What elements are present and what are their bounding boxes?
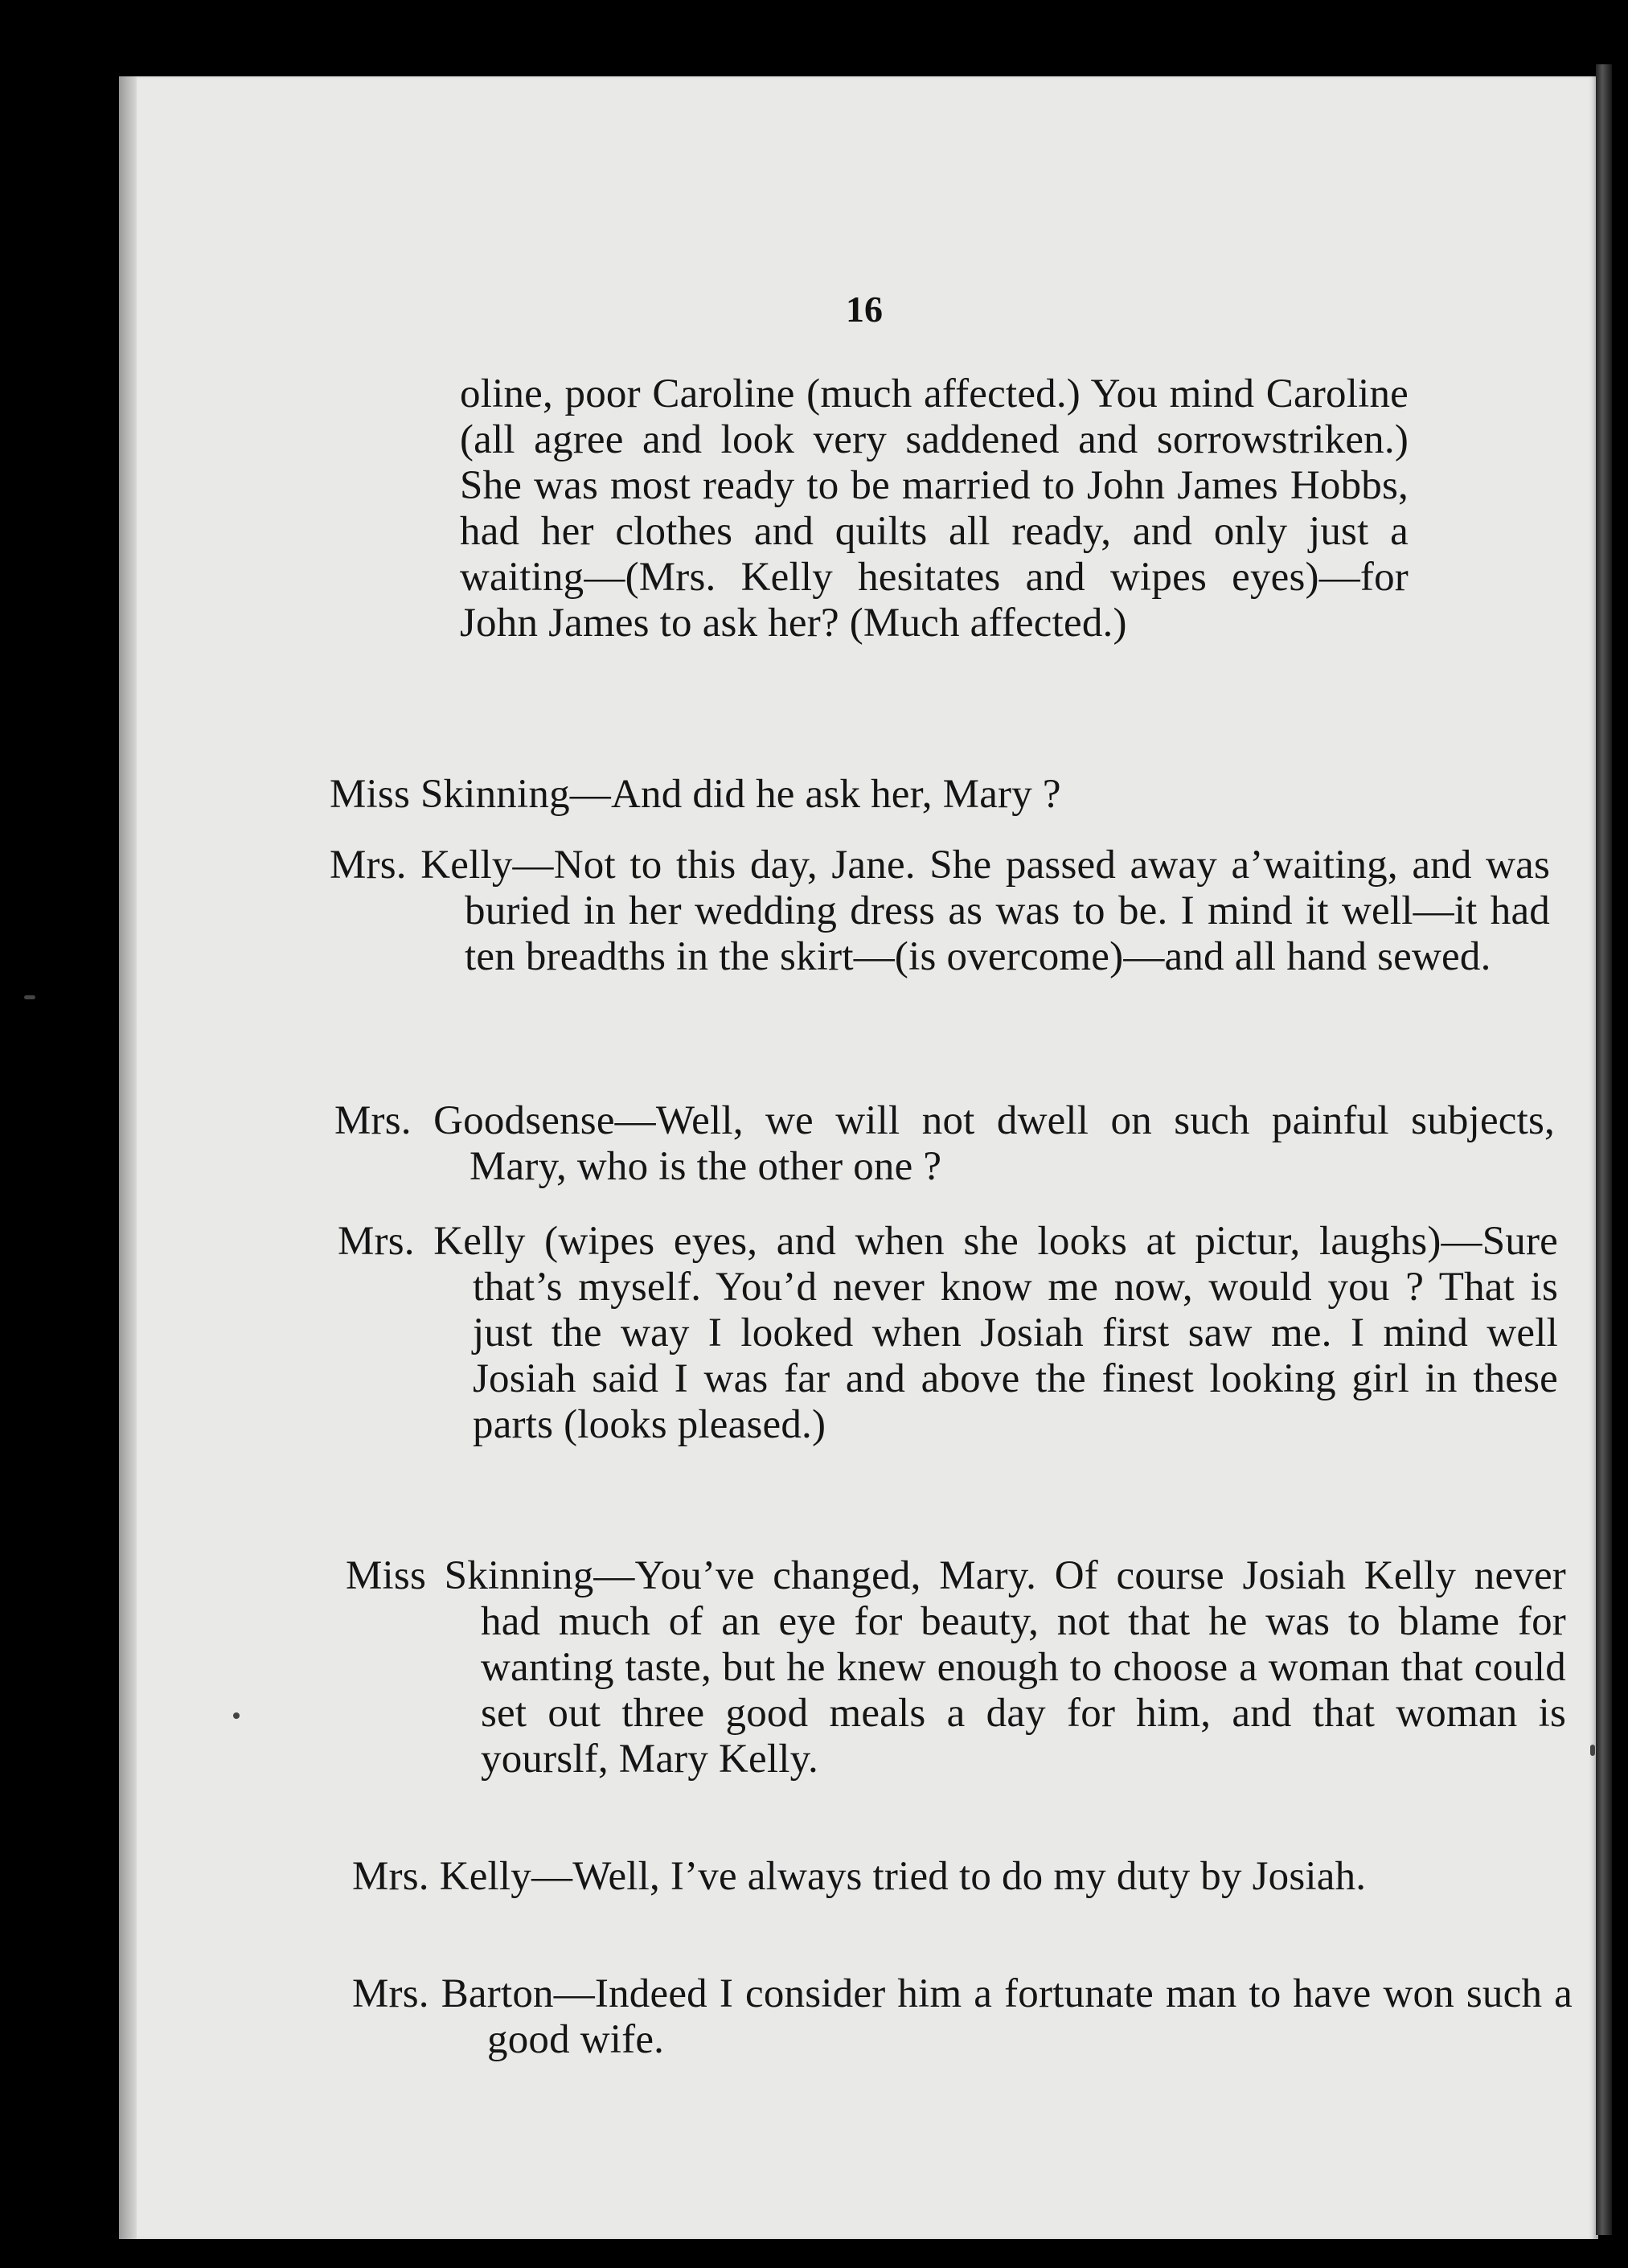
- speech-text: Not to this day, Jane. She passed away a’waiting, and was buried in her wedding dress as was to be. I mind it well—it had ten breadths in the skirt—(is overcome)—and all hand sewed.: [465, 843, 1550, 979]
- speech-mrs-kelly-3: [352, 1854, 1573, 1900]
- speech-mrs-kelly-1: [330, 843, 1550, 980]
- speech-text: You’ve changed, Mary. Of course Josiah Kelly never had much of an eye for beauty, not that he was to blame for wanting taste, but he knew enough to choose a woman that could set out three good meals a day for him, and that woman is yourslf, Mary Kelly.: [481, 1553, 1566, 1782]
- speaker-name: Mrs. Kelly—: [352, 1854, 573, 1899]
- speaker-name: Mrs. Goodsense—: [334, 1098, 656, 1143]
- speck: [233, 1712, 240, 1719]
- speech-mrs-barton: [352, 1971, 1573, 2063]
- speaker-name: Mrs. Kelly: [338, 1219, 545, 1264]
- page-number: 16: [846, 289, 883, 330]
- speaker-name: Miss Skinning—: [330, 772, 611, 817]
- speech-text: Indeed I consider him a fortunate man to have won such a good wife.: [487, 1971, 1573, 2062]
- speck: [24, 995, 35, 999]
- speaker-name: Miss Skinning—: [346, 1553, 635, 1598]
- speech-text: Well, we will not dwell on such painful subjects, Mary, who is the other one ?: [470, 1098, 1555, 1189]
- speech-miss-skinning-1: [330, 772, 1550, 818]
- speech-text: And did he ask her, Mary ?: [610, 772, 1061, 817]
- speaker-name: Mrs. Barton—: [352, 1971, 595, 2016]
- speech-mrs-kelly-2: [338, 1219, 1558, 1448]
- speech-text: Well, I’ve always tried to do my duty by Josiah.: [572, 1854, 1367, 1899]
- speaker-name: Mrs. Kelly—: [330, 843, 554, 888]
- page-gutter-edge: [119, 76, 137, 2239]
- speech-text: (wipes eyes, and when she looks at pictur, laughs)—Sure that’s myself. You’d never know me now, would you ? That is just the way I looked when Josiah first saw me. I mind well Josiah said I was far and above the finest looking girl in these parts (looks pleased.): [473, 1219, 1558, 1447]
- speech-mrs-goodsense: [334, 1098, 1555, 1190]
- speck: [1590, 1745, 1595, 1756]
- speech-miss-skinning-2: [346, 1553, 1566, 1782]
- continuation-paragraph: oline, poor Caroline (much affected.) You mind Caroline (all agree and look very saddened and sorrowstriken.) She was most ready to be married to John James Hobbs, had her clothes and quilts all ready, and only just a waiting—(Mrs. Kelly hesitates and wipes eyes)—for John James to ask her? (Much affected.): [460, 371, 1409, 646]
- page-right-edge: [1596, 64, 1612, 2235]
